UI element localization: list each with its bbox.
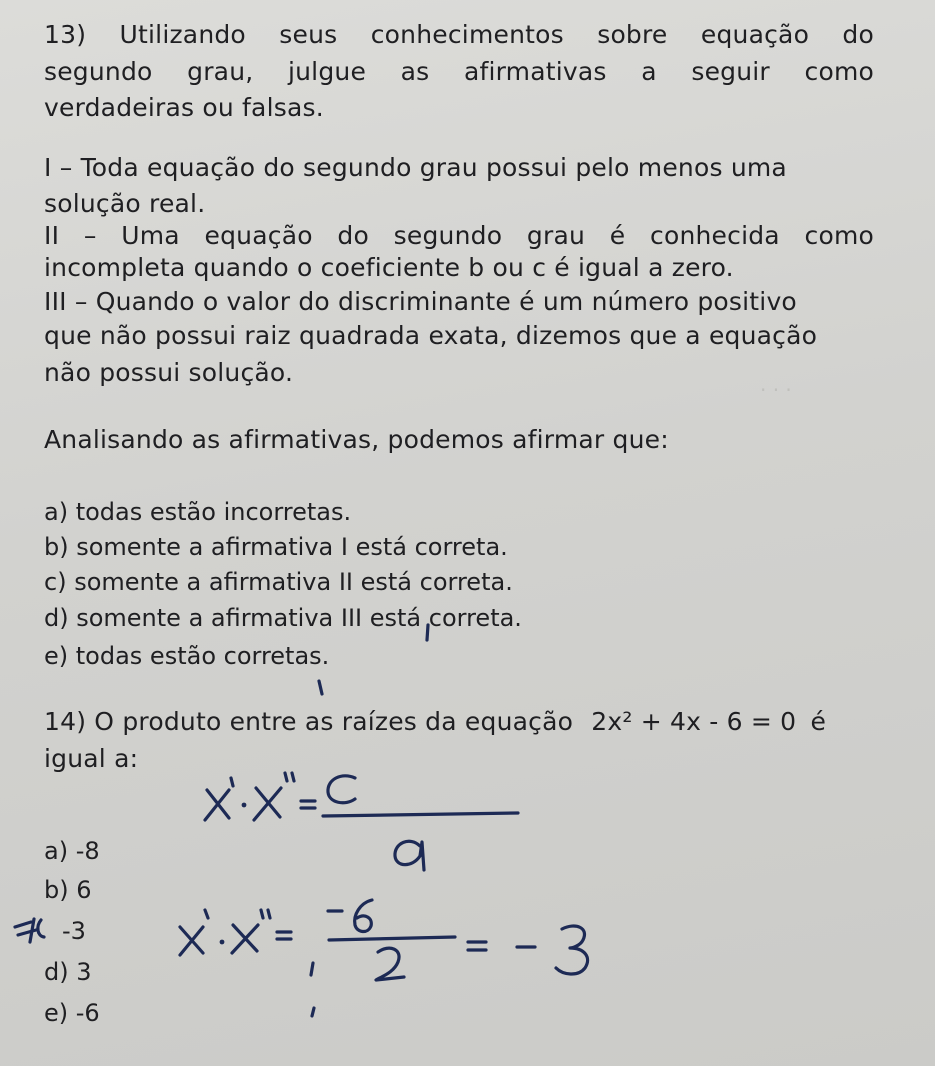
q13-statement-2b: incompleta quando o coeficiente b ou c é igual a zero. [44, 253, 734, 282]
q14-option-b[interactable]: b) 6 [44, 876, 92, 904]
q13-option-b[interactable]: b) somente a afirmativa I está correta. [44, 533, 508, 561]
handwritten-formula-line-1 [205, 773, 518, 870]
q13-statement-3a: III – Quando o valor do discriminante é um número positivo [44, 287, 797, 316]
q13-prompt: Analisando as afirmativas, podemos afirmar que: [44, 425, 669, 454]
q14-equation: 2x² + 4x - 6 = 0 [591, 707, 797, 736]
q14-line-2: igual a: [44, 744, 139, 773]
q14-text-end: é [810, 707, 827, 736]
q13-statement-1a: I – Toda equação do segundo grau possui pelo menos uma [44, 153, 787, 182]
q13-line-2: segundo grau, julgue as afirmativas a seguir como [44, 57, 874, 86]
q13-option-a[interactable]: a) todas estão incorretas. [44, 498, 352, 526]
q13-statement-1b: solução real. [44, 189, 206, 218]
q14-option-d[interactable]: d) 3 [44, 958, 92, 986]
q13-option-e[interactable]: e) todas estão corretas. [44, 642, 330, 670]
handwritten-formula-line-2 [180, 900, 588, 1016]
q14-option-e[interactable]: e) -6 [44, 999, 100, 1027]
q14-option-c[interactable]: -3 [62, 917, 86, 945]
bleed-through-text: . . . [760, 372, 792, 396]
q13-option-c[interactable]: c) somente a afirmativa II está correta. [44, 568, 513, 596]
q13-option-d[interactable]: d) somente a afirmativa III está correta. [44, 604, 522, 632]
q13-statement-3b: que não possui raiz quadrada exata, dizemos que a equação [44, 321, 818, 350]
q14-line-1 [44, 707, 924, 737]
q13-line-3: verdadeiras ou falsas. [44, 93, 324, 122]
q13-statement-2a: II – Uma equação do segundo grau é conhecida como [44, 221, 874, 250]
option-c-scribble [15, 919, 44, 942]
q14-text: 14) O produto entre as raízes da equação [44, 707, 574, 736]
q13-line-1: 13) Utilizando seus conhecimentos sobre equação do [44, 20, 874, 49]
q13-statement-3c: não possui solução. [44, 358, 294, 387]
q14-option-a[interactable]: a) -8 [44, 837, 100, 865]
stray-pen-mark-2 [319, 681, 322, 694]
